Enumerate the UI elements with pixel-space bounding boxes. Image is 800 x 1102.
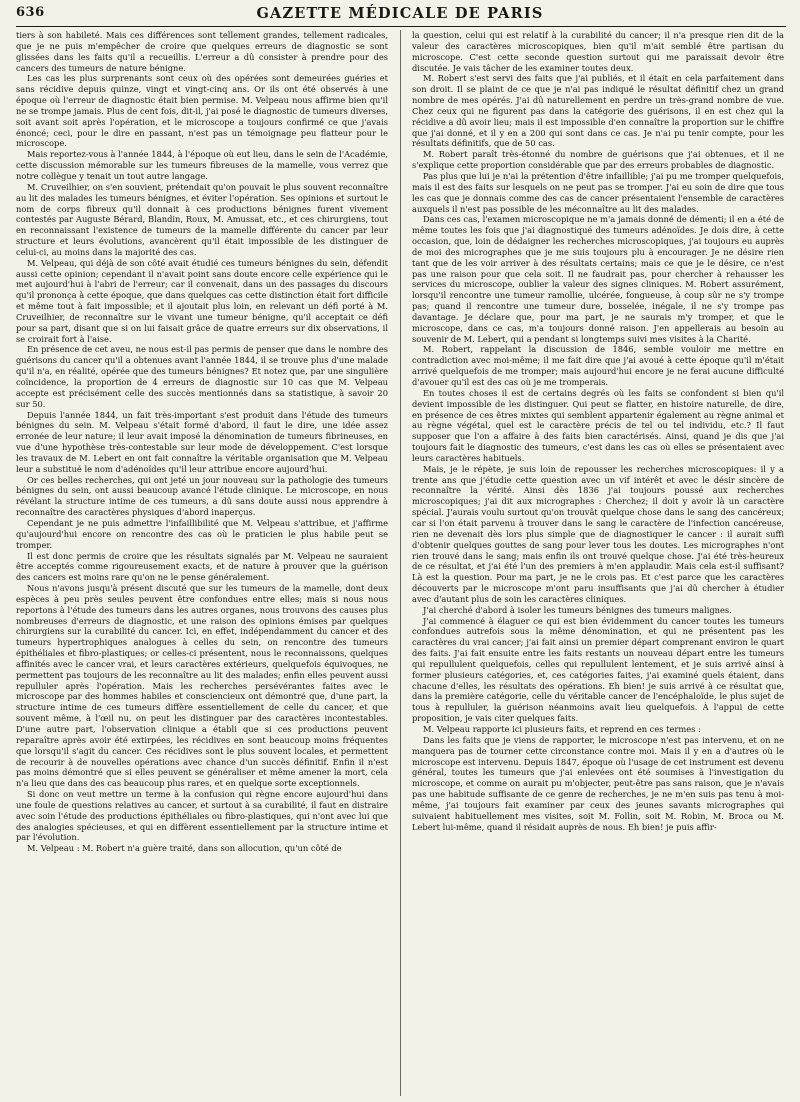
paragraph: M. Velpeau, qui déjà de son côté avait étudié ces tumeurs bénignes du sein, défendit aussi cette opinion; cependant il n'avait point sans doute encore celle expérience qui le met aujourd'hui à l'abri de l'erreur; car il convenait, dans un des passages du discours qu'il prononça à cette époque, que dans quelques cas cette distinction était fort difficile et même tout à fait impossible; et il ajoutait plus loin, en relevant un défi porté à M. Cruveilhier, de reconnaître sur le vivant une tumeur bénigne, qu'il acceptait ce défi pour sa part, disant que si on lui faisait grâce de quatre erreurs sur dix observations, il se croirait fort à l'aise. <box>16 257 388 344</box>
paragraph: Cependant je ne puis admettre l'infaillibilité que M. Velpeau s'attribue, et j'affirme qu'aujourd'hui encore on rencontre des cas où le praticien le plus habile peut se tromper. <box>16 517 388 550</box>
paragraph: Pas plus que lui je n'ai la prétention d'être infaillible; j'ai pu me tromper quelquefois, mais il est des faits sur lesquels on ne peut pas se tromper. J'ai eu soin de dire que tous les cas que je donnais comme des cas de cancer présentaient l'ensemble de caractères auxquels il n'est pas possible de les méconnaître au lit des malades. <box>412 170 784 214</box>
paragraph: Depuis l'année 1844, un fait très-important s'est produit dans l'étude des tumeurs bénignes du sein. M. Velpeau s'était formé d'abord, il faut le dire, une idée assez erronée de leur nature; il leur avait imposé la dénomination de tumeurs fibrineuses, en vue d'une hypothèse très-contestable sur leur mode de développement. C'est lorsque les travaux de M. Lebert en ont fait connaître la véritable organisation que M. Velpeau leur a substitué le nom d'adénoïdes qu'il leur attribue encore aujourd'hui. <box>16 409 388 474</box>
paragraph: M. Cruveilhier, on s'en souvient, prétendait qu'on pouvait le plus souvent reconnaître au lit des malades les tumeurs bénignes, et éviter l'opération. Ses opinions et surtout le nom de corps fibreux qu'il donnait à ces productions bénignes furent vivement contestés par Auguste Bérard, Blandin, Roux, M. Amussat, etc., et ces chirurgiens, tout en reconnaissant l'existence de tumeurs de la mamelle différente du cancer par leur structure et leurs évolutions, avancèrent qu'il était impossible de les distinguer de celui-ci, au moins dans la majorité des cas. <box>16 181 388 257</box>
paragraph: Nous n'avons jusqu'à présent discuté que sur les tumeurs de la mamelle, dont deux espèces à peu près seules peuvent être confondues entre elles; mais si nous nous reportons à l'étude des tumeurs dans les autres organes, nous trouvons des causes plus nombreuses d'erreurs de diagnostic, et une raison des opinions émises par quelques chirurgiens sur la curabilité du cancer. Ici, en effet, indépendamment du cancer et des tumeurs hypertrophiques analogues à celles du sein, on rencontre des tumeurs épithéliales et fibro-plastiques; or celles-ci présentent, nous le reconnaissons, quelques affinités avec le cancer vrai, et leurs caractères extérieurs, quelquefois équivoques, ne permettent pas toujours de les reconnaître au lit des malades; enfin elles peuvent aussi repulluler après l'opération. Mais les recherches persévérantes faites avec le microscope par des hommes habiles et consciencieux ont démontré que, d'une part, la structure intime de ces tumeurs diffère essentiellement de celle du cancer, et que souvent même, à l'œil nu, on peut les distinguer par des caractères incontestables. D'une autre part, l'observation clinique a établi que si ces productions peuvent reparaître après avoir été extirpées, les récidives en sont beaucoup moins fréquentes que lorsqu'il s'agit du cancer. Ces récidives sont le plus souvent locales, et permettent de recourir à de nouvelles opérations avec chance d'un succès définitif. Enfin il n'est pas moins démontré que si elles peuvent se généraliser et même amener la mort, cela n'a lieu que dans des cas beaucoup plus rares, et en quelque sorte exceptionnels. <box>16 583 388 789</box>
paragraph: En présence de cet aveu, ne nous est-il pas permis de penser que dans le nombre des guérisons du cancer qu'il a obtenues avant l'année 1844, il se trouve plus d'une malade qu'il n'a, en réalité, opérée que des tumeurs bénignes? Et notez que, par une singulière coïncidence, la proportion de 4 erreurs de diagnostic sur 10 cas que M. Velpeau accepte est précisément celle des succès mentionnés dans sa statistique, à savoir 20 sur 50. <box>16 344 388 409</box>
paragraph: J'ai commencé à élaguer ce qui est bien évidemment du cancer toutes les tumeurs confondues autrefois sous la même dénomination, et qui ne présentent pas les caractères du vrai cancer; j'ai fait ainsi un premier départ comprenant environ le quart des faits. J'ai fait ensuite entre les faits restants un nouveau départ entre les tumeurs qui repullulent quelquefois, celles qui repullulent lentement, et je suis arrivé ainsi à former plusieurs catégories, et, ces catégories faites, j'ai examiné quels étaient, dans chacune d'elles, les résultats des opérations. Eh bien! je suis arrivé à ce résultat que, dans la première catégorie, celle du véritable cancer de l'encéphaloïde, le plus sujet de tous à repulluler, la guérison néanmoins avait lieu quelquefois. À l'appui de cette proposition, je vais citer quelques faits. <box>412 615 784 724</box>
paragraph: Les cas les plus surprenants sont ceux où des opérées sont demeurées guéries et sans récidive depuis quinze, vingt et vingt-cinq ans. Or ils ont été observés à une époque où l'erreur de diagnostic était bien permise. M. Velpeau nous affirme bien qu'il ne se trompe jamais. Plus de cent fois, dit-il, j'ai posé le diagnostic de tumeurs diverses, soit avant soit après l'opération, et le microscope a toujours confirmé ce que j'avais énoncé; ceci, pour le dire en passant, n'est pas un témoignage peu flatteur pour le microscope. <box>16 73 388 149</box>
paragraph: M. Robert paraît très-étonné du nombre de guérisons que j'ai obtenues, et il ne s'explique cette proportion considérable que par des erreurs probables de diagnostic. <box>412 149 784 171</box>
column-divider <box>400 30 401 1096</box>
paragraph: Or ces belles recherches, qui ont jeté un jour nouveau sur la pathologie des tumeurs bénignes du sein, ont aussi beaucoup avancé l'étude clinique. Le microscope, en nous révélant la structure intime de ces tumeurs, a dû sans doute aussi nous apprendre à reconnaître des caractères physiques d'abord inaperçus. <box>16 474 388 518</box>
speaker-paragraph: M. Velpeau : M. Robert n'a guère traité, dans son allocution, qu'un côté de <box>27 843 342 854</box>
paragraph: En toutes choses il est de certains degrés où les faits se confondent si bien qu'il devient impossible de les distinguer. Qui peut se flatter, en histoire naturelle, de dire, en présence de ces êtres mixtes qui semblent appartenir également au règne animal et au règne végétal, quel est le caractère précis de tel ou tel individu, etc.? Il faut supposer que l'on a affaire à des faits bien caractérisés. Ainsi, quand je dis que j'ai toujours fait le diagnostic des tumeurs, c'est dans les cas où elles se présentaient avec leurs caractères habituels. <box>412 387 784 463</box>
page-header <box>16 5 784 31</box>
paragraph: Dans ces cas, l'examen microscopique ne m'a jamais donné de démenti; il en a été de même toutes les fois que j'ai diagnostiqué des tumeurs adénoïdes. Je dois dire, à cette occasion, que, loin de dédaigner les recherches microscopiques, j'ai toujours eu auprès de moi des micrographes que je me suis toujours plu à encourager. Je ne désire rien tant que de les voir arriver à des résultats certains; mais ce que je le désire, ce n'est pas une raison pour que cela soit. Il ne faudrait pas, pour chercher à rehausser les services du microscope, oublier la valeur des signes cliniques. M. Robert assurément, lorsqu'il rencontre une tumeur ramollie, ulcérée, fongueuse, à coup sûr ne s'y trompe pas; quand il rencontre une tumeur dure, bosselée, inégale, il ne s'y trompe pas davantage. Je déclare que, pour ma part, je ne saurais m'y tromper, et que le microscope, dans ce cas, m'a toujours donné raison. J'en appellerais au besoin au souvenir de M. Lebert, qui a pendant si longtemps suivi mes visites à la Charité. <box>412 214 784 344</box>
header-rule <box>16 26 786 27</box>
paragraph: Dans les faits que je viens de rapporter, le microscope n'est pas intervenu, et on ne manquera pas de tourner cette circonstance contre moi. Mais il y en a d'autres où le microscope est intervenu. Depuis 1847, époque où l'usage de cet instrument est devenu général, toutes les tumeurs que j'ai enlevées ont été soumises à l'investigation du microscope, et comme on aurait pu m'objecter, peut-être pas sans raison, que je n'avais pas une habitude suffisante de ce genre de recherches, je ne m'en suis pas tenu à moi-même, j'ai toujours fait examiner par ceux des jeunes savants micrographes qui suivaient habituellement mes visites, soit M. Follin, soit M. Robin, M. Broca ou M. Lebert lui-même, quand il résidait auprès de nous. Eh bien! je puis affir- <box>412 734 784 832</box>
paragraph: la question, celui qui est relatif à la curabilité du cancer; il n'a presque rien dit de la valeur des caractères microscopiques, bien qu'il m'ait semblé être partisan du microscope. C'est cette seconde question surtout qui me paraissait devoir être discutée. Je vais tâcher de les examiner toutes deux. <box>412 30 784 73</box>
paragraph: Mais, je le répète, je suis loin de repousser les recherches microscopiques: il y a trente ans que j'étudie cette question avec un vif intérêt et avec le désir sincère de reconnaître la vérité. Ainsi dès 1836 j'ai toujours poussé aux recherches microscopiques; j'ai dit aux micrographes : Cherchez; il doit y avoir là un caractère spécial. J'aurais voulu surtout qu'on trouvât quelque chose dans le sang des cancéreux; car si l'on était parvenu à trouver dans le sang le caractère de l'infection cancéreuse, rien ne devenait dès lors plus simple que de diagnostiquer le cancer : il aurait suffi d'obtenir quelques gouttes de sang pour lever tous les doutes. Les micrographes n'ont rien trouvé dans le sang; mais enfin ils ont trouvé quelque chose. J'ai été très-heureux de ce résultat, et j'ai été l'un des premiers à m'en applaudir. Mais cela est-il suffisant? Là est la question. Pour ma part, je ne le crois pas. Et c'est parce que les caractères découverts par le microscope m'ont paru insuffisants que j'ai dû chercher à étudier avec d'autant plus de soin les caractères cliniques. <box>412 463 784 604</box>
paragraph: tiers à son habileté. Mais ces différences sont tellement grandes, tellement radicales, que je ne puis m'empêcher de croire que quelques erreurs de diagnostic se sont glissées dans les faits qu'il a recueillis. L'erreur a dû consister à prendre pour des cancers des tumeurs de nature bénigne. <box>16 30 388 73</box>
paragraph: M. Robert, rappelant la discussion de 1846, semble vouloir me mettre en contradiction avec moi-même; il me fait dire que j'ai avoué à cette époque qu'il m'était arrivé quelquefois de me tromper; mais aujourd'hui encore je ne ferai aucune difficulté d'avouer qu'il est des cas où je me tromperais. <box>412 344 784 387</box>
left-column <box>16 30 388 1098</box>
paragraph: M. Velpeau rapporte ici plusieurs faits, et reprend en ces termes : <box>423 724 701 734</box>
right-column <box>412 30 784 1098</box>
journal-title: GAZETTE MÉDICALE DE PARIS <box>256 5 544 22</box>
paragraph: J'ai cherché d'abord à isoler les tumeurs bénignes des tumeurs malignes. <box>423 604 732 615</box>
paragraph: M. Robert s'est servi des faits que j'ai publiés, et il était en cela parfaitement dans son droit. Il se plaint de ce que je n'ai pas indiqué le résultat définitif chez un grand nombre de mes opérés. J'ai dû naturellement en perdre un très-grand nombre de vue. Chez ceux qui ne figurent pas dans la catégorie des guérisons, il en est chez qui la récidive a dû avoir lieu; mais il est impossible d'en connaître la proportion sur le chiffre que j'ai donné, et il y en a 200 qui sont dans ce cas. Je n'ai pu tenir compte, pour les résultats définitifs, que de 50 cas. <box>412 73 784 149</box>
page-number: 636 <box>16 5 45 20</box>
paragraph: Si donc on veut mettre un terme à la confusion qui règne encore aujourd'hui dans une foule de questions relatives au cancer, et surtout à sa curabilité, il faut en distraire avec soin l'étude des productions épithéliales ou fibro-plastiques, qui n'ont avec lui que des analogies spécieuses, et qui en diffèrent essentiellement par la structure intime et par l'évolution. <box>16 789 388 843</box>
paragraph: Mais reportez-vous à l'année 1844, à l'époque où eut lieu, dans le sein de l'Académie, cette discussion mémorable sur les tumeurs fibreuses de la mamelle, vous verrez que notre collègue y tenait un tout autre langage. <box>16 149 388 181</box>
paragraph: Il est donc permis de croire que les résultats signalés par M. Velpeau ne sauraient être acceptés comme rigoureusement exacts, et de nature à prouver que la guérison des cancers est moins rare qu'on ne le pense généralement. <box>16 550 388 583</box>
